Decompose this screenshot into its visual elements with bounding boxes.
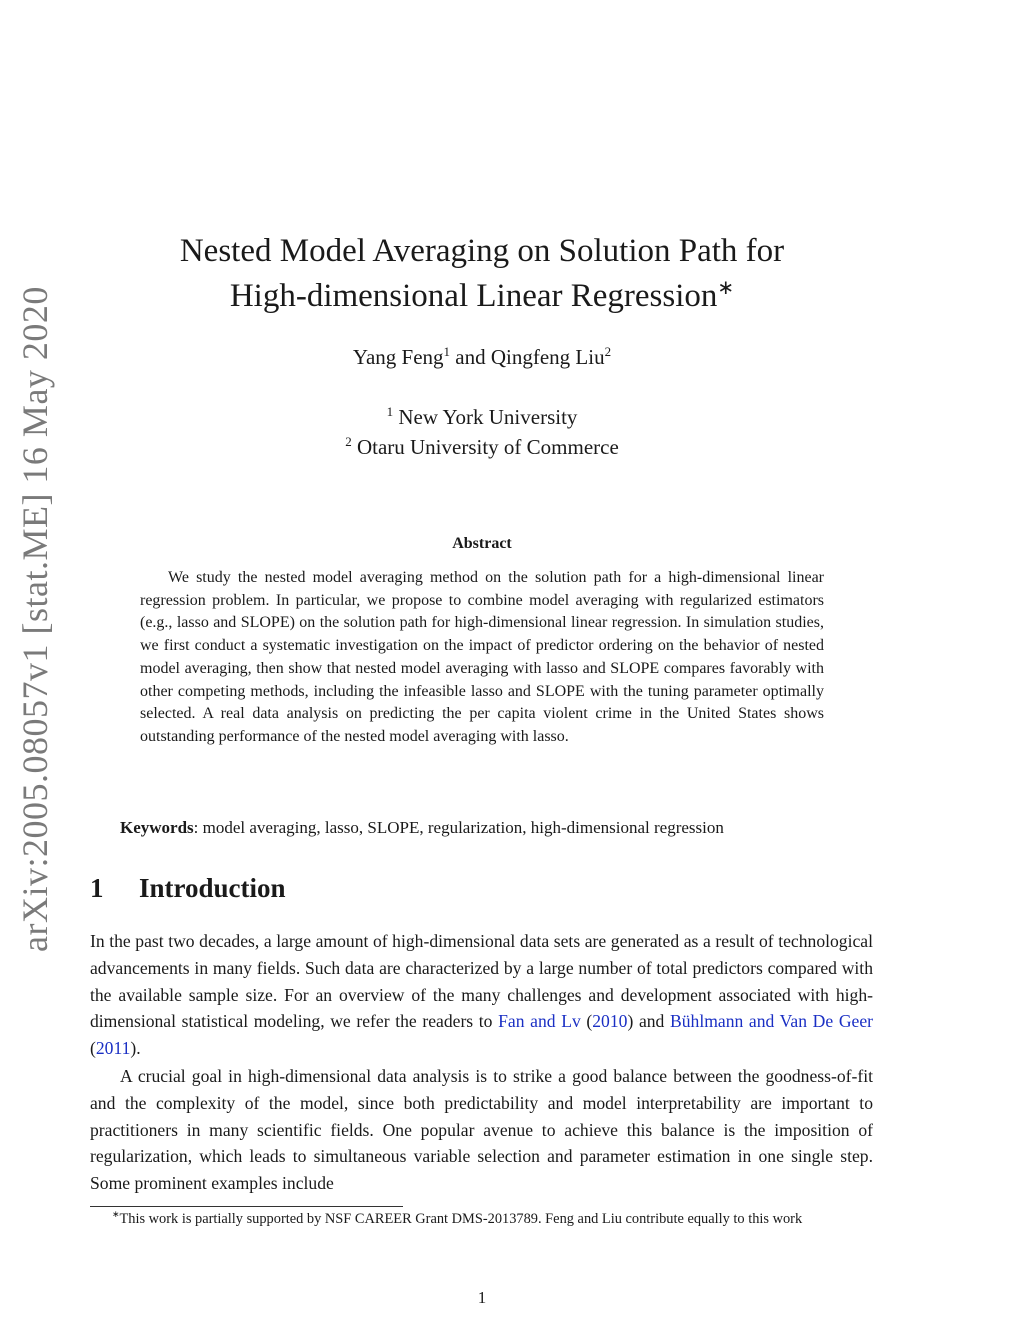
affiliation-name: Otaru University of Commerce (351, 435, 619, 459)
intro-paragraph-1 (90, 928, 873, 1062)
footnote (90, 1209, 873, 1229)
affiliation-name: New York University (393, 405, 578, 429)
citation-year-2011[interactable]: 2011 (95, 1038, 131, 1059)
section-number: 1 (90, 873, 104, 903)
citation-bracket: ( (580, 1011, 593, 1032)
title-footnote-mark: ∗ (717, 277, 735, 299)
author-affiliation-mark: 2 (604, 344, 612, 359)
title-line-2: High-dimensional Linear Regression∗ (229, 277, 735, 314)
footnote-text: This work is partially supported by NSF CAREER Grant DMS-2013789. Feng and Liu contribute equally to this work (119, 1211, 803, 1227)
paragraph-text: In the past two decades, a large amount of high-dimensional data sets are generated as a result of technological advancements in many fields. Such data are characterized by a large number of total predictors compared with the available sample size. For an overview of the many challenges and development associated with high-dimensional statistical modeling, we refer the readers to (90, 931, 873, 1032)
author-affiliation-mark: 1 (443, 344, 451, 359)
section-title: Introduction (139, 873, 286, 903)
affiliation-mark: 1 (386, 404, 394, 419)
footnote-divider (90, 1206, 403, 1207)
affiliation-mark: 2 (345, 434, 352, 449)
paper-title (120, 229, 844, 319)
page-number: 1 (477, 1288, 487, 1307)
keywords-label: Keywords (120, 818, 194, 837)
affiliation-list (120, 402, 844, 462)
author-name: Qingfeng Liu (490, 345, 605, 369)
citation-year-2010[interactable]: 2010 (592, 1011, 628, 1032)
citation-bracket: ). (130, 1038, 141, 1059)
title-line-1: Nested Model Averaging on Solution Path for (179, 233, 785, 269)
affiliation (120, 432, 844, 462)
keywords-line (120, 818, 880, 838)
arxiv-identifier-stamp: arXiv:2005.08057v1 [stat.ME] 16 May 2020 (15, 286, 55, 952)
author-list (120, 342, 844, 372)
author-name: Yang Feng (352, 345, 444, 369)
keywords-text: : model averaging, lasso, SLOPE, regularization, high-dimensional regression (193, 818, 724, 837)
abstract-heading: Abstract (452, 535, 512, 552)
citation-bracket: ) (627, 1011, 634, 1032)
citation-fan-lv[interactable]: Fan and Lv (498, 1011, 581, 1032)
section-heading (90, 873, 286, 904)
citation-bracket: ( (90, 1038, 96, 1059)
intro-paragraph-2: A crucial goal in high-dimensional data analysis is to strike a good balance between the goodness-of-fit and the complexity of the model, since both predictability and model interpretability are important to practitioners in many scientific fields. One popular avenue to achieve this balance is the imposition of regularization, which leads to simultaneous variable selection and parameter estimation in one single step. Some prominent examples include (90, 1066, 873, 1194)
abstract-body: We study the nested model averaging method on the solution path for a high-dimensional linear regression problem. In particular, we propose to combine model averaging with regularized estimators (e.g., lasso and SLOPE) on the solution path for high-dimensional linear regression. In simulation studies, we first conduct a systematic investigation on the impact of predictor ordering on the behavior of nested model averaging, then show that nested model averaging with lasso and SLOPE compares favorably with other competing methods, including the infeasible lasso and SLOPE with the tuning parameter optimally selected. A real data analysis on predicting the per capita violent crime in the United States shows outstanding performance of the nested model averaging with lasso. (140, 569, 824, 745)
footnote-mark: ∗ (112, 1209, 120, 1220)
author-conjunction: and (450, 345, 491, 369)
affiliation (120, 402, 844, 432)
paragraph-text: and (633, 1011, 670, 1032)
citation-buhlmann-van-de-geer[interactable]: Bühlmann and Van De Geer (669, 1011, 873, 1032)
